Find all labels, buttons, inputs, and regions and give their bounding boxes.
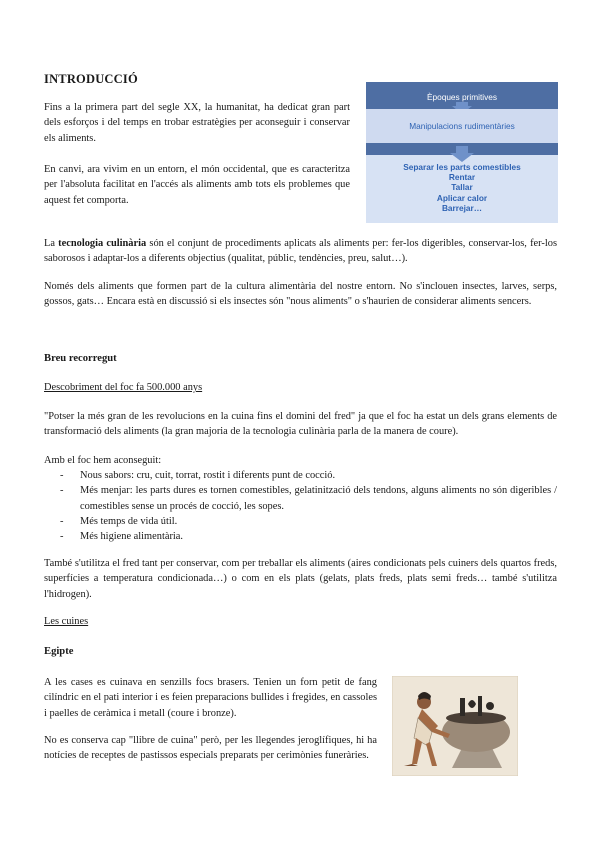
dash-bullet: - [60,515,64,527]
diagram-item-list [366,162,558,213]
section-subheading: Descobriment del foc fa 500.000 anys [44,382,203,393]
section-subheading: Les cuines [44,616,89,627]
list-item-text: Més menjar: les parts dures es tornen comestibles, gelatinització dels tendons, alguns aliments no són digeribles / comestibles sense un procés de cocció, les sopes. [80,485,557,512]
bold-term: tecnologia culinària [58,238,147,249]
diagram-item: Barrejar… [441,202,483,213]
paragraph-text: són el conjunt de procediments aplicats als aliments per: fer-los digeribles, conservar-los, fer-los saborosos i adaptar-los a diferents objectius (qualitat, públic, tendències, preu, salut…). [44,238,557,265]
list-item-text: Més higiene alimentària. [80,531,184,543]
list-item [44,514,557,529]
diagram-title: Èpoques primitives [426,92,498,102]
diagram-item: Separar les parts comestibles [403,162,521,172]
egyptian-cooking-illustration [392,676,518,776]
list-item-text: Més temps de vida útil. [80,515,178,527]
fire-benefits-list [44,468,557,544]
intro-paragraph-2: En canvi, ara vivim en un entorn, el món occidental, que es caracteritza per l'absoluta facilitat en l'accés als aliments amb tots els problemes que aquest fet comporta. [44,164,350,206]
fire-intro: Amb el foc hem aconseguit: [44,455,162,466]
dash-bullet: - [60,470,64,481]
paragraph-text: A les cases es cuinava en senzills focs brasers. Tenien un forn petit de fang cilíndric en el pati interior i es feien preparacions bullides i fregides, en cassoles i paelles de ceràmica i metall (coure i bronze). [44,677,377,719]
down-arrow-icon [450,146,474,162]
fire-paragraph: "Potser la més gran de les revolucions en la cuina fins el domini del fred" ja que el foc ha estat un dels grans elements de transformació dels aliments (la gran majoria de la tecnologia culinària parla de la manera de coure). [44,411,557,438]
diagram-item: Aplicar calor [436,192,488,203]
diagram-band-label: Manipulacions rudimentàries [409,121,515,131]
diagram-item: Tallar [451,182,473,193]
dash-bullet: - [60,485,64,497]
paragraph-text: La [44,238,59,249]
page-title: INTRODUCCIÓ [44,72,138,86]
list-item [44,483,557,514]
list-item-text: Nous sabors: cru, cuit, torrat, rostit i diferents punt de cocció. [80,470,336,481]
paragraph-text: No es conserva cap "llibre de cuina" però, per les llegendes jeroglífiques, hi ha notícies de receptes de pastissos especials preparats per cerimònies funeràries. [44,735,377,762]
section-heading: Breu recorregut [44,353,117,364]
list-item [44,468,557,483]
intro-paragraph-1: Fins a la primera part del segle XX, la humanitat, ha dedicat gran part dels esforços i del temps en trobar estratègies per aconseguir i conservar els aliments. [44,102,350,144]
diagram-item: Rentar [448,172,476,183]
intro-paragraph-3 [44,236,557,267]
intro-paragraph-4: Només dels aliments que formen part de la cultura alimentària del nostre entorn. No s'inclouen insectes, larves, serps, gossos, gats… Encara està en discussió si els insectes són "nous aliments" o s'haurien de considerar aliments sencers. [44,281,557,308]
subsection-heading: Egipte [44,646,74,657]
cold-paragraph: També s'utilitza el fred tant per conservar, com per treballar els aliments (aires condicionats pels cuiners dels quartos freds, superfícies a temperatura condicionada…) o com en els plats (gelats, plats freds, plats semi freds… també s'utilitza l'hidrogen). [44,558,557,600]
primitive-eras-diagram [366,82,558,223]
list-item [44,529,557,544]
dash-bullet: - [60,531,64,543]
